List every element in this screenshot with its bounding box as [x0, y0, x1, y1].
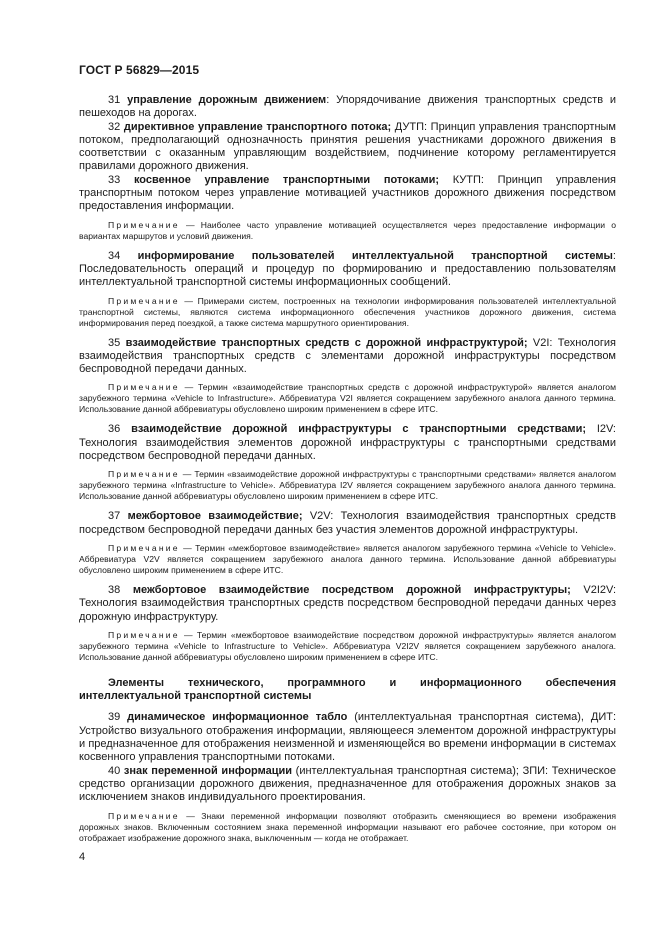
term-title: информирование пользователей интеллектуальной транспортной системы [137, 249, 613, 262]
note-33: Примечание — Наиболее часто управление мотивацией осуществляется через предоставление информации о вариантах маршрутов и условий движения. [79, 219, 616, 241]
document-header: ГОСТ Р 56829—2015 [79, 63, 200, 77]
document-body [79, 94, 616, 852]
term-title: управление дорожным движением [127, 94, 327, 106]
term-title: межбортовое взаимодействие; [127, 510, 303, 523]
note-37: Примечание — Термин «межбортовое взаимодействие» является аналогом зарубежного термина «Vehicle to Vehicle». Аббревиатура V2V является сокращением зарубежного аналога данного термина. Использование данной аббревиатуры обусловлено широким применением в сфере ИТС. [79, 542, 616, 575]
term-title: взаимодействие транспортных средств с дорожной инфраструктурой; [125, 336, 528, 349]
note-34: Примечание — Примерами систем, построенных на технологии информирования пользователей интеллектуальной транспортной системы, являются система информационного обеспечения участников дорожного движения, система информирования перед поездкой, а также система маршрутного ориентирования. [79, 295, 616, 328]
note-36: Примечание — Термин «взаимодействие дорожной инфраструктуры с транспортными средствами» является аналогом зарубежного термина «Infrastructure to Vehicle». Аббревиатура I2V является сокращением зарубежного аналога данного термина. Использование данной аббревиатуры обусловлено широким применением в сфере ИТС. [79, 469, 616, 502]
term-38: 38 межбортовое взаимодействие посредством дорожной инфраструктуры; V2I2V: Технология взаимодействия транспортных средств посредством беспроводной передачи данных через дорожную инфраструктуру. [79, 583, 616, 623]
page-number: 4 [79, 851, 86, 863]
term-title: взаимодействие дорожной инфраструктуры с транспортными средствами; [131, 423, 586, 436]
term-32: 32 директивное управление транспортного потока; ДУТП: Принцип управления транспортным потоком, предполагающий однозначность принятия решения участниками дорожного движения в соответствии с оказанным управляющим воздействием, подчинение которому регламентируется правилами дорожного движения. [79, 120, 616, 173]
note-40: Примечание — Знаки переменной информации позволяют отобразить сменяющиеся во времени изображения дорожных знаков. Включенным состоянием знака переменной информации называют его рабочее состояние, при котором он отображает изображение дорожного знака, выключенным — когда не отображает. [79, 810, 616, 843]
note-38: Примечание — Термин «межбортовое взаимодействие посредством дорожной инфраструктуры» является аналогом зарубежного термина «Vehicle to Infrastructure to Vehicle». Аббревиатура V2I2V является сокращением зарубежного аналога. Использование данной аббревиатуры обусловлено широким применением в сфере ИТС. [79, 629, 616, 662]
term-title: межбортовое взаимодействие посредством дорожной инфраструктуры; [132, 583, 571, 596]
term-35: 35 взаимодействие транспортных средств с дорожной инфраструктурой; V2I: Технология взаимодействия транспортных средств с элементами дорожной инфраструктуры посредством беспроводной передачи данных. [79, 336, 617, 376]
term-40: 40 знак переменной информации (интеллектуальная транспортная система); ЗПИ: Техническое средство организации дорожного движения, предназначенное для отображения дорожных знаков за исключением знаков индивидуального проектирования. [79, 764, 616, 804]
term-title: директивное управление транспортного потока; [123, 120, 392, 133]
term-33: 33 косвенное управление транспортными потоками; КУТП: Принцип управления транспортным потоком через управление мотивацией участников дорожного движения посредством предоставления информации. [79, 173, 616, 213]
note-35: Примечание — Термин «взаимодействие транспортных средств с дорожной инфраструктурой» является аналогом зарубежного термина «Vehicle to Infrastructure». Аббревиатура V2I является сокращением зарубежного аналога данного термина. Использование данной аббревиатуры обусловлено широким применением в сфере ИТС. [79, 382, 616, 415]
term-34: 34 информирование пользователей интеллектуальной транспортной системы: Последовательность операций и процедур по формированию и предоставлению пользователям интеллектуальной транспортной системы информационных сообщений. [79, 249, 616, 289]
section-heading: Элементы технического, программного и информационного обеспечения интеллектуальной транспортной системы [79, 676, 616, 703]
term-31: 31 управление дорожным движением: Упорядочивание движения транспортных средств и пешеходов на дорогах. [79, 94, 617, 120]
term-title: динамическое информационное табло [127, 711, 348, 724]
term-title: знак переменной информации [123, 764, 293, 777]
term-36: 36 взаимодействие дорожной инфраструктуры с транспортными средствами; I2V: Технология взаимодействия элементов дорожной инфраструктуры с транспортными средствами посредством беспроводной передачи данных. [79, 423, 616, 463]
term-title: косвенное управление транспортными потоками; [133, 173, 440, 186]
term-39: 39 динамическое информационное табло (интеллектуальная транспортная система), ДИТ: Устройство визуального отображения информации, являющееся элементом дорожной инфраструктуры и предназначенное для отображения неизменной и изменяющейся во времени информации в системах косвенного управления транспортными потоками. [79, 711, 617, 764]
term-37: 37 межбортовое взаимодействие; V2V: Технология взаимодействия транспортных средств посредством беспроводной передачи данных без участия элементов дорожной инфраструктуры. [79, 510, 616, 536]
